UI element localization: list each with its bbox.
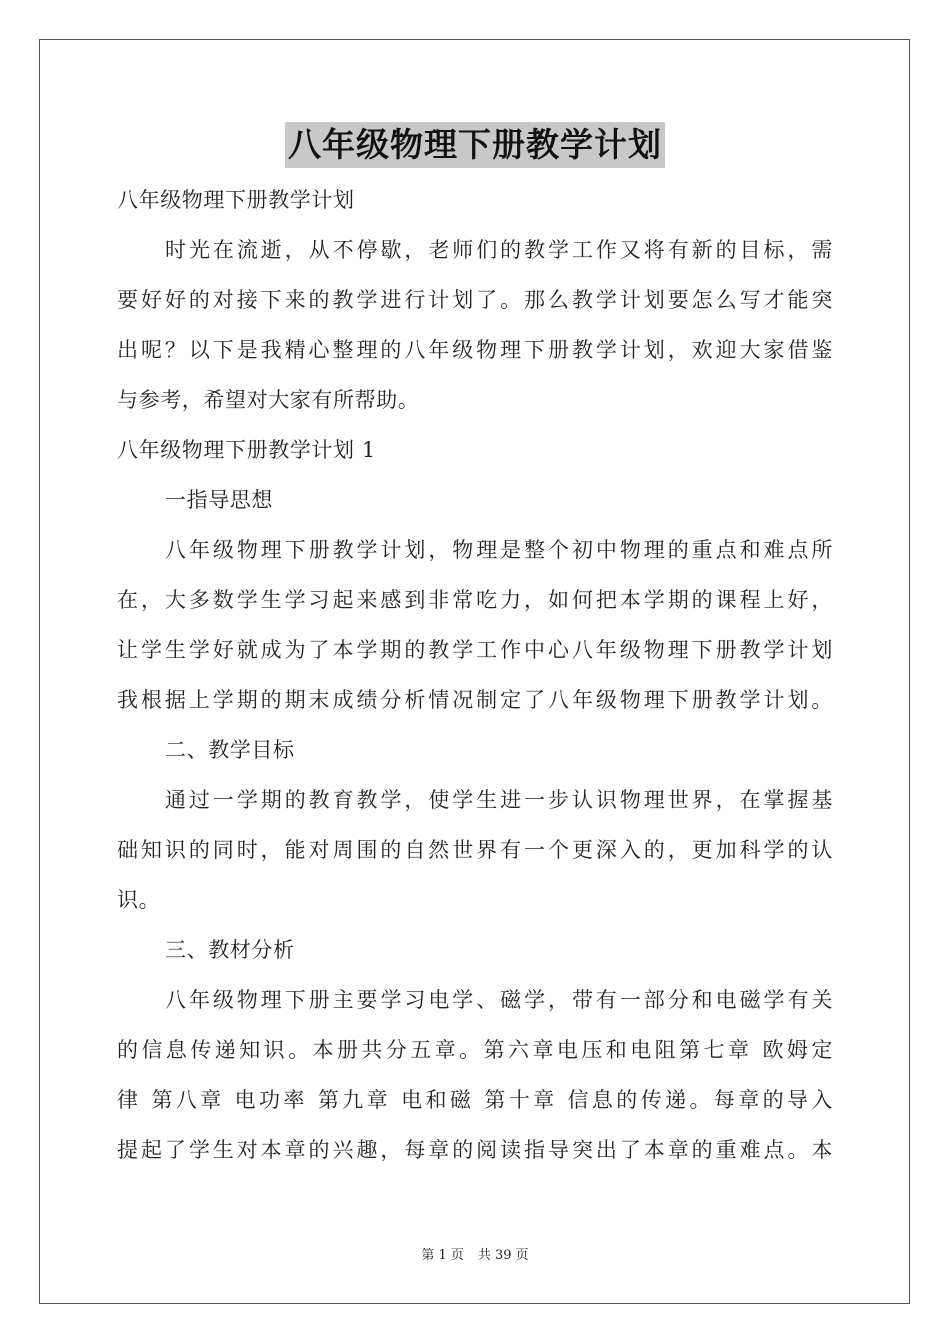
subtitle-line: 八年级物理下册教学计划 [117,188,355,212]
page-total: 共 39 页 [477,1248,529,1263]
paragraph-line: 八年级物理下册主要学习电学、磁学，带有一部分和电磁学有关 [165,988,833,1012]
page-footer [0,1246,950,1266]
section-heading: 八年级物理下册教学计划 1 [117,438,376,462]
paragraph-line: 通过一学期的教育教学，使学生进一步认识物理世界，在掌握基 [165,788,833,812]
paragraph-line: 的信息传递知识。本册共分五章。第六章电压和电阻第七章 欧姆定 [117,1038,833,1062]
paragraph-line: 提起了学生对本章的兴趣，每章的阅读指导突出了本章的重难点。本 [117,1138,833,1162]
paragraph-line: 八年级物理下册教学计划，物理是整个初中物理的重点和难点所 [165,538,833,562]
document-title: 八年级物理下册教学计划 [285,122,665,168]
paragraph-line: 在，大多数学生学习起来感到非常吃力，如何把本学期的课程上好， [117,588,833,612]
subsection-heading: 一指导思想 [165,488,273,512]
paragraph-line: 让学生学好就成为了本学期的教学工作中心八年级物理下册教学计划 [117,638,833,662]
paragraph-line: 时光在流逝，从不停歇，老师们的教学工作又将有新的目标，需 [165,238,833,262]
paragraph-line: 础知识的同时，能对周围的自然世界有一个更深入的，更加科学的认 [117,838,833,862]
title-container [0,122,950,168]
subsection-heading: 二、教学目标 [165,738,295,762]
subsection-heading: 三、教材分析 [165,938,295,962]
paragraph-line: 律 第八章 电功率 第九章 电和磁 第十章 信息的传递。每章的导入 [117,1088,833,1112]
paragraph-line: 要好好的对接下来的教学进行计划了。那么教学计划要怎么写才能突 [117,288,833,312]
paragraph-line: 与参考，希望对大家有所帮助。 [117,388,420,412]
page-number: 第 1 页 [421,1248,464,1263]
paragraph-line: 我根据上学期的期末成绩分析情况制定了八年级物理下册教学计划。 [117,688,833,712]
paragraph-line: 出呢？以下是我精心整理的八年级物理下册教学计划，欢迎大家借鉴 [117,338,833,362]
paragraph-line: 识。 [117,888,161,912]
